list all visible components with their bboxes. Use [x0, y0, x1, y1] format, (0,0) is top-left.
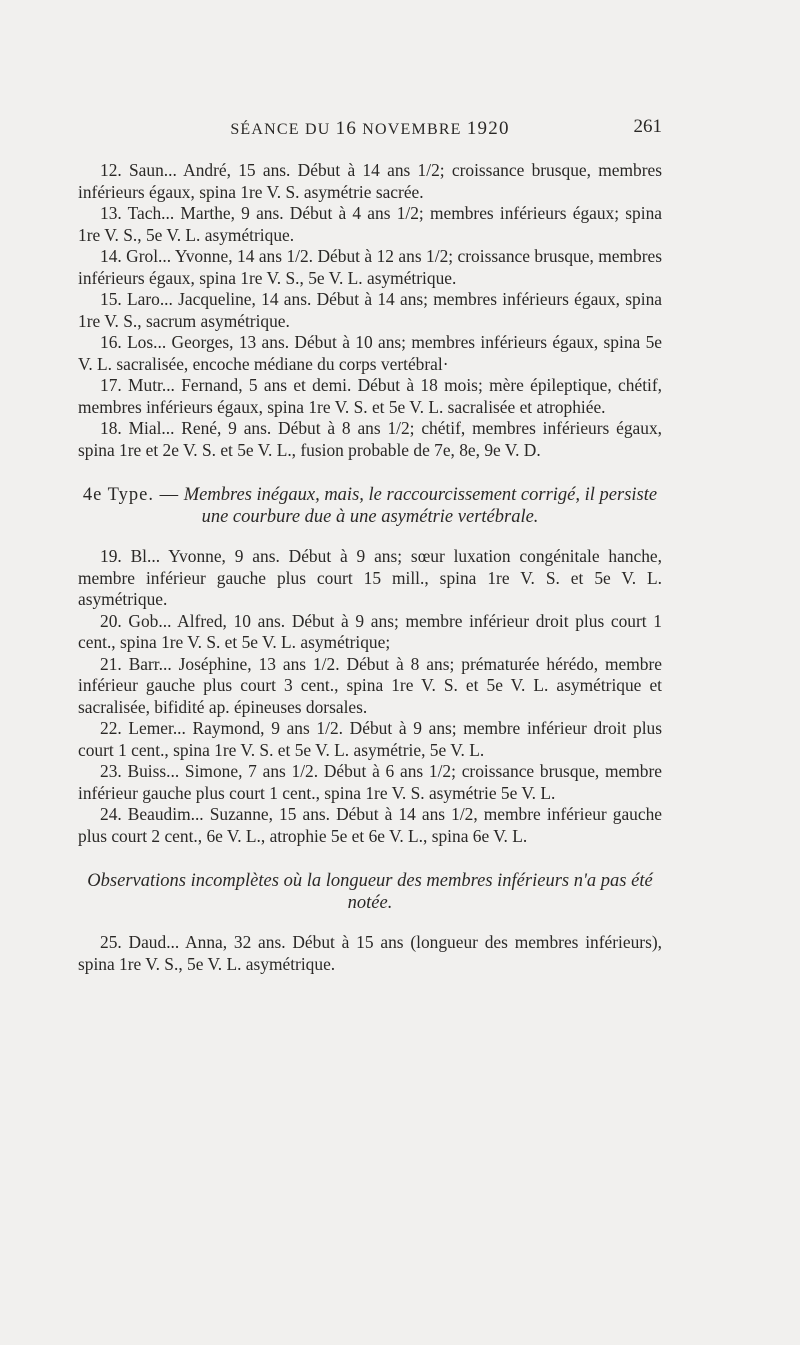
page-number: 261	[633, 116, 662, 137]
running-head	[78, 118, 662, 148]
observation-25: 25. Daud... Anna, 32 ans. Début à 15 ans (longueur des membres inférieurs), spina 1re V. S., 5e V. L. asymétrique.	[78, 932, 662, 974]
observation-24: 24. Beaudim... Suzanne, 15 ans. Début à 14 ans 1/2, membre inférieur gauche plus court 2 cent., 6e V. L., atrophie 5e et 6e V. L., spina 6e V. L.	[78, 804, 662, 846]
observation-17: 17. Mutr... Fernand, 5 ans et demi. Début à 18 mois; mère épileptique, chétif, membres inférieurs égaux, spina 1re V. S. et 5e V. L. sacralisée et atrophiée.	[78, 375, 662, 417]
observation-22: 22. Lemer... Raymond, 9 ans 1/2. Début à 9 ans; membre inférieur droit plus court 1 cent., spina 1re V. S. et 5e V. L. asymétrie, 5e V. L.	[78, 718, 662, 760]
observation-20: 20. Gob... Alfred, 10 ans. Début à 9 ans; membre inférieur droit plus court 1 cent., spina 1re V. S. et 5e V. L. asymétrique;	[78, 610, 662, 652]
type-4-label: 4e Type. —	[82, 485, 180, 505]
observation-12: 12. Saun... André, 15 ans. Début à 14 ans 1/2; croissance brusque, membres inférieurs égaux, spina 1re V. S. asymétrie sacrée.	[78, 160, 662, 202]
observation-19: 19. Bl... Yvonne, 9 ans. Début à 9 ans; sœur luxation congénitale hanche, membre inférieur gauche plus court 15 mill., spina 1re V. S. et 5e V. L. asymétrique.	[78, 546, 662, 609]
body-text	[78, 160, 662, 975]
observation-13: 13. Tach... Marthe, 9 ans. Début à 4 ans 1/2; membres inférieurs égaux; spina 1re V. S., 5e V. L. asymétrique.	[78, 203, 662, 245]
running-title: SÉANCE DU 16 NOVEMBRE 1920	[230, 118, 510, 139]
incomplete-observations-heading: Observations incomplètes où la longueur des membres inférieurs n'a pas été notée.	[87, 871, 653, 913]
observation-14: 14. Grol... Yvonne, 14 ans 1/2. Début à 12 ans 1/2; croissance brusque, membres inférieurs égaux, spina 1re V. S., 5e V. L. asymétrique.	[78, 246, 662, 288]
observation-18: 18. Mial... René, 9 ans. Début à 8 ans 1/2; chétif, membres inférieurs égaux, spina 1re et 2e V. S. et 5e V. L., fusion probable de 7e, 8e, 9e V. D.	[78, 418, 662, 460]
observation-15: 15. Laro... Jacqueline, 14 ans. Début à 14 ans; membres inférieurs égaux, spina 1re V. S., sacrum asymétrique.	[78, 289, 662, 331]
observation-21: 21. Barr... Joséphine, 13 ans 1/2. Début à 8 ans; prématurée hérédo, membre inférieur gauche plus court 3 cent., spina 1re V. S. et 5e V. L. asymétrique et sacralisée, bifidité ap. épineuses dorsales.	[78, 653, 662, 717]
observation-23: 23. Buiss... Simone, 7 ans 1/2. Début à 6 ans 1/2; croissance brusque, membre inférieur gauche plus court 1 cent., spina 1re V. S. asymétrie 5e V. L.	[78, 761, 662, 803]
observation-16: 16. Los... Georges, 13 ans. Début à 10 ans; membres inférieurs égaux, spina 5e V. L. sacralisée, encoche médiane du corps vertébral·	[78, 332, 662, 374]
type-4-description: Membres inégaux, mais, le raccourcissement corrigé, il persiste une courbure due à une asymétrie vertébrale.	[183, 485, 658, 527]
type-4-heading	[78, 485, 662, 528]
